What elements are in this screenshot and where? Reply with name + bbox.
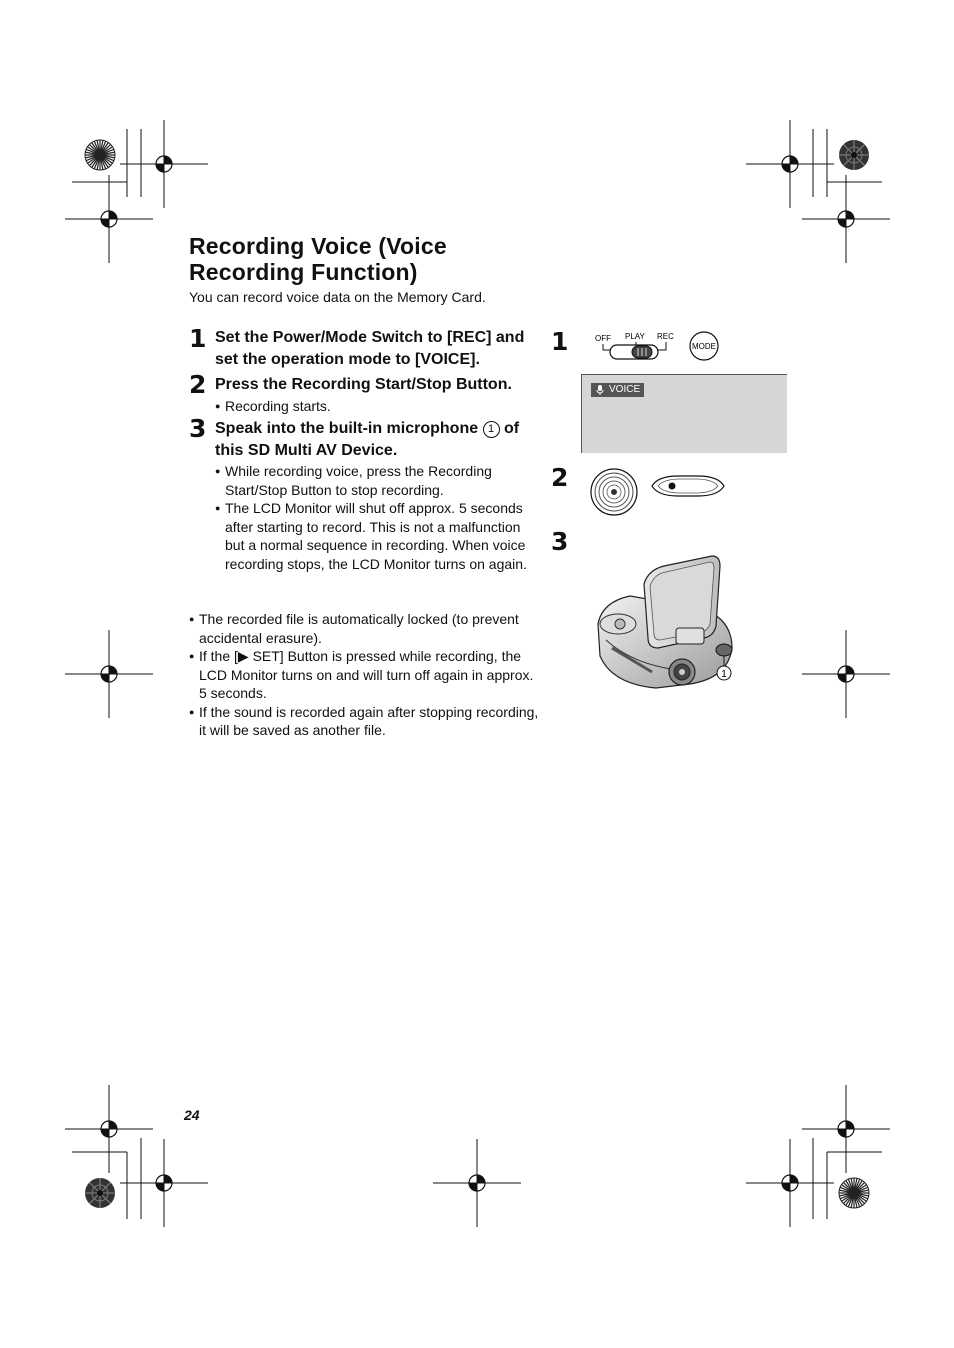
- page-number: 24: [184, 1107, 200, 1123]
- microphone-callout: 1: [721, 669, 727, 680]
- general-notes: [189, 610, 539, 740]
- figure-number: 1: [551, 327, 569, 356]
- microphone-icon: [594, 384, 606, 396]
- switch-label-rec: REC: [657, 332, 674, 341]
- bullet: ●: [189, 614, 195, 624]
- switch-label-play: PLAY: [625, 332, 645, 341]
- bullet: ●: [215, 466, 221, 476]
- device-illustration: [592, 552, 742, 692]
- voice-badge: VOICE: [591, 383, 644, 397]
- switch-label-off: OFF: [595, 334, 611, 343]
- step-number: 2: [189, 370, 207, 399]
- power-mode-switch-figure: [590, 326, 730, 370]
- step-text: Press the Recording Start/Stop Button.: [215, 376, 512, 393]
- page-title: Recording Voice (Voice Recording Function): [189, 233, 447, 285]
- bullet: ●: [215, 401, 221, 411]
- note-item: ● If the [▶ SET] Button is pressed while recording, the LCD Monitor turns on and will turn off again in approx. 5 seconds.: [189, 648, 534, 701]
- figure-number: 3: [551, 527, 569, 556]
- callout-marker: 1: [483, 421, 500, 438]
- lcd-screen: [581, 374, 787, 453]
- bullet: ●: [189, 651, 195, 661]
- step-notes: [215, 462, 540, 573]
- bullet: ●: [189, 706, 195, 717]
- note-item: ● If the sound is recorded again after stopping recording, it will be saved as another file.: [189, 703, 539, 738]
- step-text: Set the Power/Mode Switch to [REC] and set the operation mode to [VOICE].: [215, 329, 525, 368]
- intro-text: You can record voice data on the Memory Card.: [189, 289, 486, 305]
- note-item: ● The recorded file is automatically locked (to prevent accidental erasure).: [189, 611, 519, 646]
- mode-button-label: MODE: [692, 342, 716, 351]
- step-text: Speak into the built-in microphone 1 of this SD Multi AV Device.: [215, 420, 520, 459]
- record-button-figure: [588, 464, 728, 522]
- step-number: 1: [189, 324, 207, 353]
- step-note: ● Recording starts.: [215, 398, 331, 414]
- record-button-icon: [591, 469, 637, 515]
- step-number: 3: [189, 414, 207, 443]
- figure-number: 2: [551, 463, 569, 492]
- note-item: ● The LCD Monitor will shut off approx. 5 seconds after starting to record. This is not a malfunction but a normal sequence in recording. When voice recording stops, the LCD Monitor turns on again.: [215, 500, 527, 572]
- note-item: ● While recording voice, press the Recording Start/Stop Button to stop recording.: [215, 463, 492, 498]
- record-indicator-icon: [652, 476, 724, 496]
- bullet: ●: [215, 503, 221, 513]
